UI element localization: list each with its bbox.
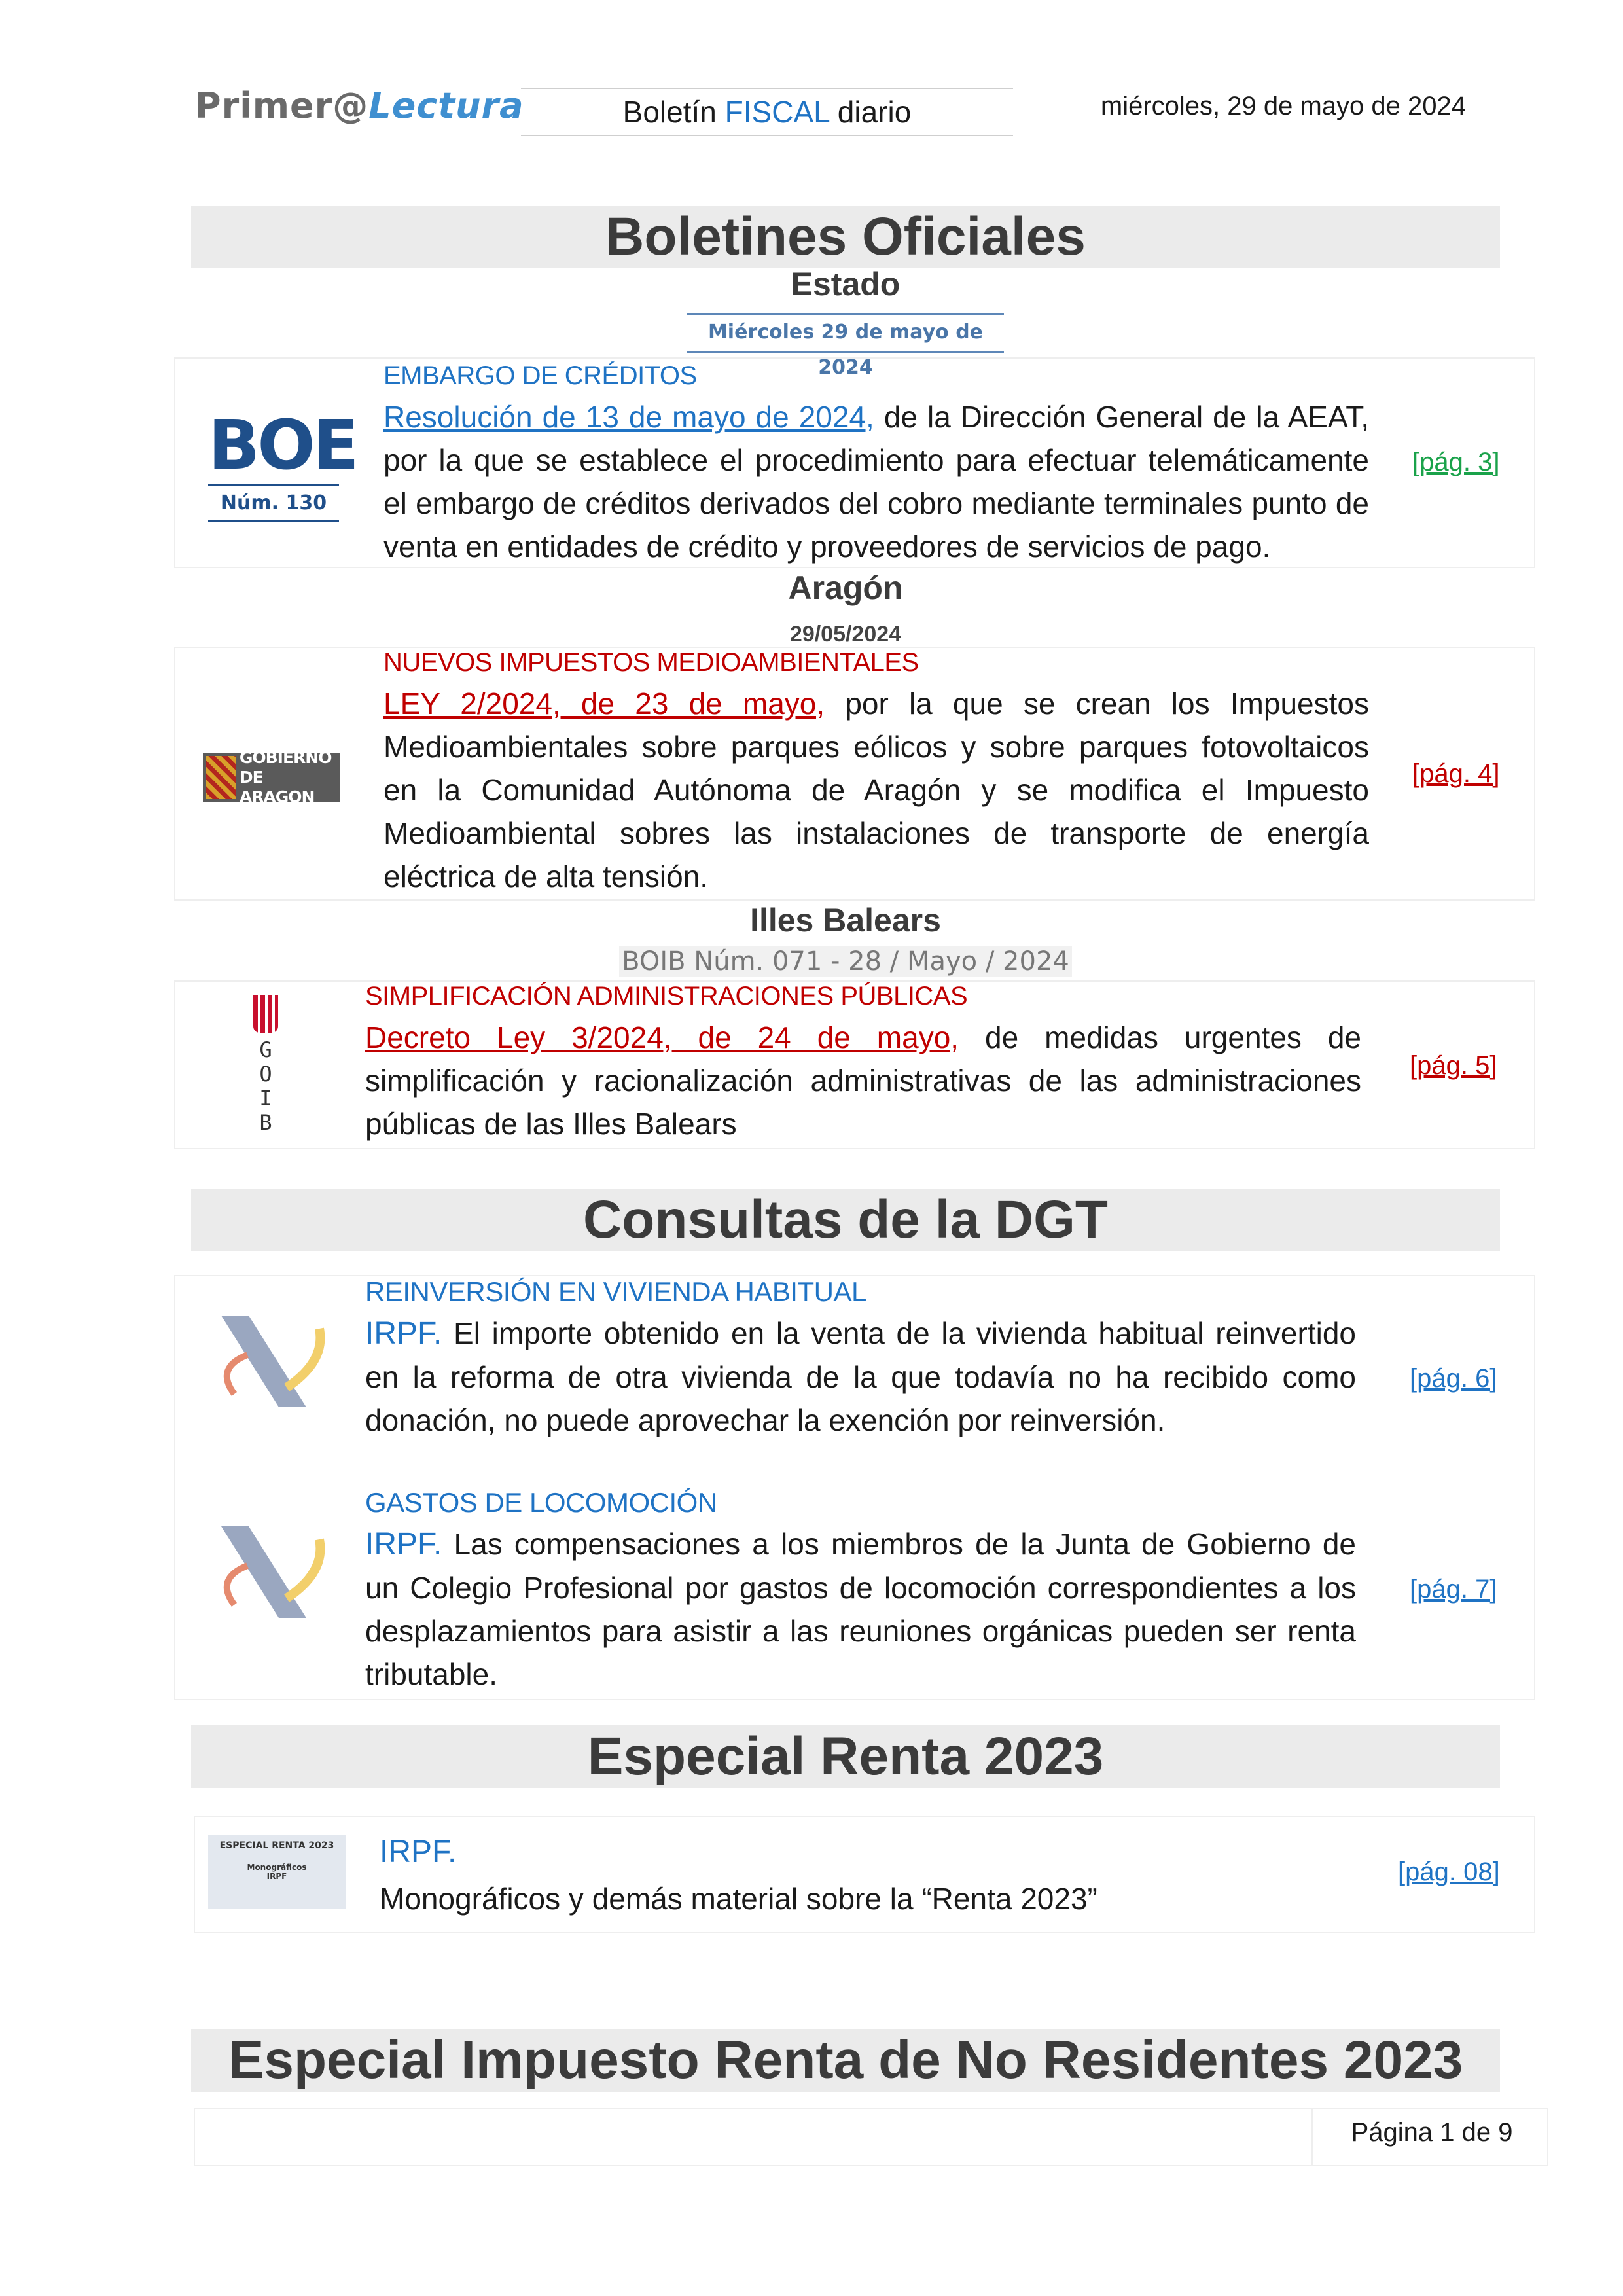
- dgt-item-description: Las compensaciones a los miembros de la Junta de Gobierno de un Colegio Profesional por gastos de locomoción correspondientes a los desplazamientos para asistir a las reuniones orgánicas pueden ser renta tributable.: [365, 1527, 1356, 1691]
- boe-logo-number: Núm. 130: [208, 484, 339, 522]
- bulletin-title: [521, 88, 1013, 136]
- aeat-logo-icon: [208, 1302, 332, 1414]
- section-banner-irnr: Especial Impuesto Renta de No Residentes 2023: [191, 2029, 1500, 2092]
- subheading-estado: Estado: [791, 266, 901, 302]
- aragon-logo-line2: DE ARAGON: [239, 768, 315, 806]
- dgt-item-text: [365, 1312, 1356, 1442]
- estado-entry: [174, 357, 1535, 568]
- footer-divider: [1311, 2109, 1313, 2165]
- footer-box: [194, 2108, 1548, 2166]
- renta-thumbnail: [208, 1835, 346, 1909]
- boe-logo-text: BOE: [208, 405, 357, 485]
- estado-resolution-link[interactable]: Resolución de 13 de mayo de 2024,: [383, 400, 874, 434]
- baleares-description: de medidas urgentes de simplificación y racionalización administrativas de las administraciones públicas de las Illes Balears: [365, 1020, 1361, 1141]
- dgt-entries: [174, 1275, 1535, 1700]
- section-banner-boletines: Boletines Oficiales: [191, 206, 1500, 268]
- baleares-page-link[interactable]: [pág. 5]: [1410, 1051, 1497, 1080]
- estado-text: [383, 395, 1369, 568]
- balears-crest-icon: [253, 995, 278, 1033]
- dgt-item-category: GASTOS DE LOCOMOCIÓN: [365, 1487, 717, 1518]
- dgt-item-description: El importe obtenido en la venta de la vivienda habitual reinvertido en la reforma de otra vivienda de la que todavía no ha recibido como donación, no puede aprovechar la exención por reinversión.: [365, 1316, 1356, 1437]
- thumb-line1: ESPECIAL RENTA 2023: [219, 1840, 334, 1851]
- dgt-item-lead: IRPF.: [365, 1316, 442, 1351]
- dgt-item-page-link[interactable]: [pág. 7]: [1410, 1575, 1497, 1604]
- goib-letter: B: [259, 1110, 272, 1135]
- aragon-entry: [174, 647, 1535, 901]
- goib-letter: I: [259, 1086, 272, 1111]
- logo-part1: Primer@: [195, 85, 369, 126]
- bulletin-highlight: FISCAL: [724, 95, 830, 129]
- dgt-item-text: [365, 1522, 1356, 1696]
- logo-part2: Lectura: [368, 85, 524, 126]
- section-banner-dgt: Consultas de la DGT: [191, 1189, 1500, 1251]
- goib-logo: [251, 995, 280, 1135]
- aeat-logo-icon: [208, 1513, 332, 1624]
- subheading-aragon: Aragón: [788, 569, 903, 606]
- aragon-date-label: 29/05/2024: [789, 622, 902, 647]
- thumb-line2: Monográficos: [247, 1863, 307, 1872]
- primera-lectura-logo: [195, 85, 524, 126]
- estado-description: de la Dirección General de la AEAT, por la que se establece el procedimiento para efectuar telemáticamente el embargo de créditos derivados del cobro mediante terminales punto de venta en entidades de crédito y proveedores de servicios de pago.: [383, 400, 1369, 564]
- section-banner-renta: Especial Renta 2023: [191, 1725, 1500, 1788]
- aragon-category: NUEVOS IMPUESTOS MEDIOAMBIENTALES: [383, 648, 919, 677]
- estado-category: EMBARGO DE CRÉDITOS: [383, 361, 697, 390]
- dgt-item-category: REINVERSIÓN EN VIVIENDA HABITUAL: [365, 1276, 866, 1307]
- gobierno-aragon-logo: [203, 748, 340, 806]
- boe-logo: [208, 405, 357, 529]
- renta-description: Monográficos y demás material sobre la “Renta 2023”: [380, 1882, 1097, 1916]
- estado-page-link[interactable]: [pág. 3]: [1412, 448, 1500, 476]
- boe-date-label: Miércoles 29 de mayo de 2024: [687, 313, 1004, 353]
- baleares-entry: [174, 980, 1535, 1149]
- thumb-line3: IRPF: [266, 1872, 287, 1881]
- goib-letter: O: [259, 1062, 272, 1086]
- aragon-description: por la que se crean los Impuestos Medioambientales sobre parques eólicos y sobre parques fotovoltaicos en la Comunidad Autónoma de Aragón y se modifica el Impuesto Medioambiental sobres las instalaciones de transporte de energía eléctrica de alta tensión.: [383, 687, 1369, 893]
- subheading-baleares: Illes Balears: [750, 902, 941, 939]
- aragon-logo-line1: GOBIERNO: [239, 748, 332, 767]
- baleares-decree-link[interactable]: Decreto Ley 3/2024, de 24 de mayo,: [365, 1020, 959, 1054]
- renta-page-link[interactable]: [pág. 08]: [1398, 1857, 1500, 1886]
- page-number: Página 1 de 9: [1351, 2118, 1513, 2147]
- baleares-category: SIMPLIFICACIÓN ADMINISTRACIONES PÚBLICAS: [365, 982, 968, 1011]
- aragon-text: [383, 682, 1369, 898]
- goib-letter: G: [259, 1037, 272, 1062]
- baleares-text: [365, 1016, 1361, 1145]
- aragon-page-link[interactable]: [pág. 4]: [1412, 759, 1500, 788]
- boib-date-label: [191, 946, 1500, 977]
- bulletin-pre: Boletín: [622, 95, 725, 129]
- bulletin-post: diario: [829, 95, 912, 129]
- renta-entry: [194, 1816, 1535, 1933]
- dgt-item-lead: IRPF.: [365, 1527, 442, 1562]
- dgt-item-page-link[interactable]: [pág. 6]: [1410, 1364, 1497, 1393]
- aragon-law-link[interactable]: LEY 2/2024, de 23 de mayo,: [383, 687, 825, 721]
- aragon-flag-icon: [206, 756, 236, 799]
- renta-lead: IRPF.: [380, 1835, 457, 1869]
- boib-date-text: BOIB Núm. 071 - 28 / Mayo / 2024: [619, 946, 1072, 977]
- header-date: miércoles, 29 de mayo de 2024: [1100, 92, 1466, 120]
